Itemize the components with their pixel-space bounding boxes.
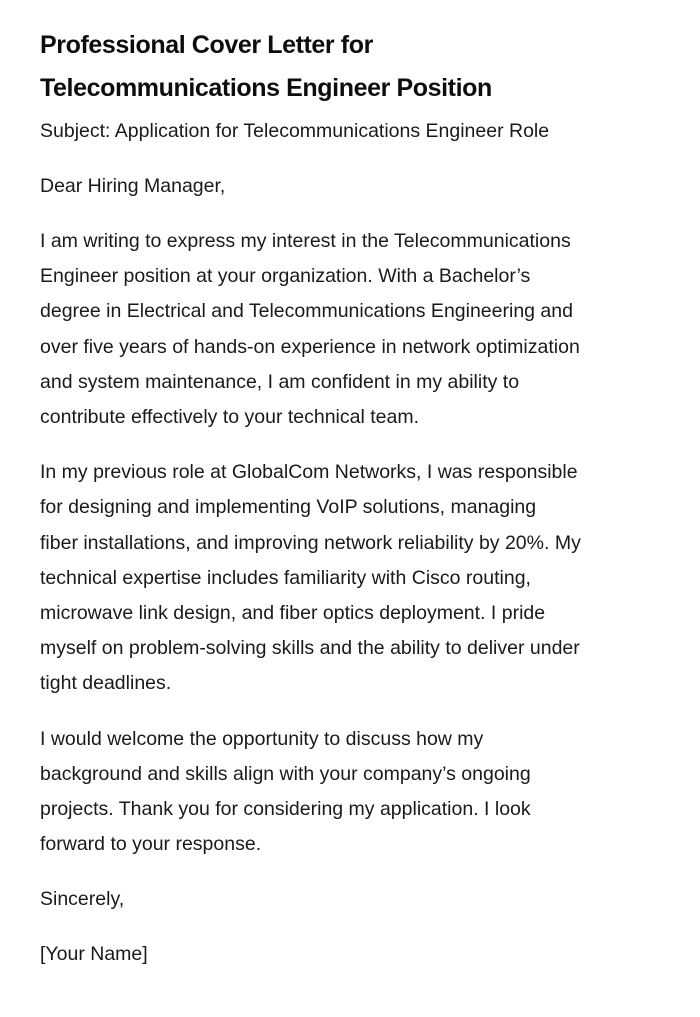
paragraph-line: background and skills align with your company’s ongoing [40,762,531,785]
paragraph-line: fiber installations, and improving network reliability by 20%. My [40,531,581,554]
paragraph-line: tight deadlines. [40,672,172,695]
paragraph-line: and system maintenance, I am confident in my ability to [40,370,520,393]
paragraph-line: microwave link design, and fiber optics deployment. I pride [40,602,546,625]
body-paragraph-2 [40,455,660,701]
signature-placeholder: [Your Name] [40,943,148,966]
body-paragraph-3 [40,722,660,863]
paragraph-line: myself on problem-solving skills and the ability to deliver under [40,637,580,660]
title-line-1: Professional Cover Letter for [40,31,373,59]
paragraph-line: Engineer position at your organization. With a Bachelor’s [40,265,531,288]
closing: Sincerely, [40,888,125,911]
paragraph-line: I am writing to express my interest in the Telecommunications [40,230,571,252]
paragraph-line: projects. Thank you for considering my application. I look [40,798,531,821]
paragraph-line: for designing and implementing VoIP solutions, managing [40,496,537,519]
document-title [40,24,660,110]
paragraph-line: degree in Electrical and Telecommunications Engineering and [40,300,573,323]
salutation: Dear Hiring Manager, [40,175,226,197]
body-paragraph-1 [40,224,660,435]
paragraph-line: In my previous role at GlobalCom Networks, I was responsible [40,461,578,484]
paragraph-line: I would welcome the opportunity to discuss how my [40,727,484,750]
title-line-2: Telecommunications Engineer Position [40,74,492,102]
subject-line: Subject: Application for Telecommunications Engineer Role [40,120,550,142]
paragraph-line: forward to your response. [40,833,262,856]
paragraph-line: over five years of hands-on experience in network optimization [40,335,580,358]
paragraph-line: contribute effectively to your technical team. [40,406,420,429]
paragraph-line: technical expertise includes familiarity with Cisco routing, [40,566,531,589]
